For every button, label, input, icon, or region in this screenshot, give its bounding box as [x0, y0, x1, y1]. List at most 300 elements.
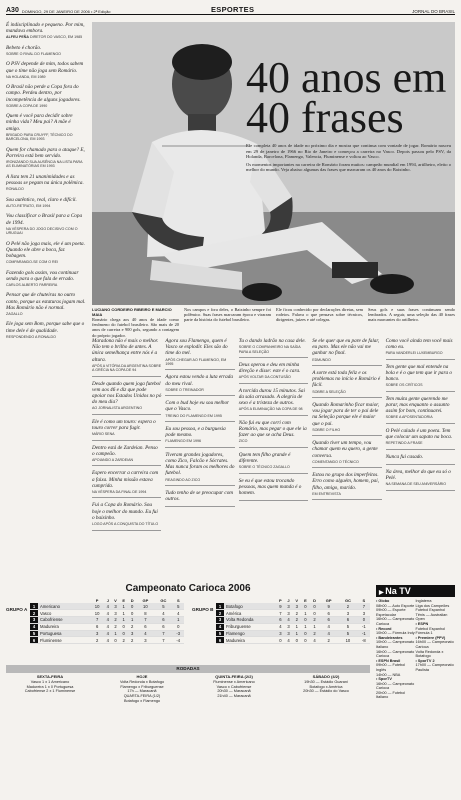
left-quote-column — [6, 22, 86, 582]
tv-channel: • ESPN Brasil — [376, 658, 401, 663]
tv-channel: • SporTV 2 — [415, 658, 435, 663]
quote-role: DIRETOR DO VASCO, EM 1985 — [29, 35, 83, 40]
quote-attribution — [386, 482, 455, 486]
position-cell: 3 — [216, 617, 224, 624]
stat-cell: 7 — [154, 637, 172, 644]
stat-cell: 1 — [173, 617, 184, 624]
quote-role: SOBRE O COMPANHEIRO NA SAÍDA PARA A SELEÇÃO — [238, 345, 301, 354]
quote-text: Com o bud hoje eu sou melhor que o Vasco. — [165, 400, 230, 413]
tv-program: Liga dos Campeões — [415, 603, 450, 608]
rodada-line: Fluminense x Americano — [213, 679, 255, 684]
stat-cell: 1 — [301, 623, 310, 630]
rodada-line: 21h40 — Maracanã — [217, 694, 251, 699]
rodadas-grid — [6, 675, 370, 785]
article-column — [184, 307, 271, 338]
stat-cell: 0 — [301, 603, 310, 610]
stat-cell: -8 — [358, 637, 370, 644]
quote-attribution — [239, 465, 308, 469]
stat-cell: 0 — [276, 637, 285, 644]
stat-cell: 2 — [319, 637, 338, 644]
quote-role: COMPARANDO-SE COM O REI — [6, 260, 59, 265]
quote-role: NA VÉSPERA DA FINAL DE 1994 — [92, 490, 147, 495]
quote-role: SOBRE OS CRÍTICOS — [385, 383, 423, 388]
quote-attribution — [6, 187, 86, 191]
quote-text: Se eu é que estou trocando pessoas, mas quem manda é o homem. — [238, 477, 302, 497]
quote-role: APÓS VOLTAR DA CONTUSÃO — [238, 375, 291, 380]
table-row — [30, 617, 184, 624]
header-cell: GP — [325, 597, 332, 603]
stat-cell: 4 — [285, 617, 293, 624]
quote-attribution — [239, 375, 308, 379]
position-cell: 6 — [30, 637, 38, 644]
header-cell: D — [130, 597, 134, 603]
quote-text: Se ele quer que eu pare de falar, eu paro. Mas ele não vai me ganhar no final. — [312, 338, 380, 357]
quote — [312, 402, 381, 436]
team-cell: Cabofriense — [38, 617, 90, 624]
stat-cell: 10 — [338, 637, 358, 644]
stat-cell: 2 — [310, 630, 319, 637]
quote — [6, 113, 86, 141]
header-cell: J — [106, 597, 109, 603]
quote — [6, 147, 86, 169]
header-cell: J — [287, 597, 290, 603]
rodada-line: 20h30 — Estádio do Vasco — [303, 689, 349, 694]
quote-role: BRIGADO PARA CRUYFF, TÉCNICO DO BARCELONA, EM 1993 — [6, 132, 73, 142]
tv-program: Volta Redonda x Botafogo — [415, 649, 444, 659]
quote-attribution — [6, 75, 86, 79]
quote-attribution — [239, 345, 308, 354]
tv-column-1 — [376, 599, 416, 700]
team-cell: América — [224, 610, 276, 617]
quote — [6, 241, 86, 265]
quote — [239, 388, 308, 416]
stat-cell: 0 — [310, 603, 319, 610]
stat-cell: 4 — [285, 637, 293, 644]
stat-cell: 3 — [111, 610, 119, 617]
quote-role: APOIANDO A ZARDEIAN — [92, 458, 134, 463]
quote — [239, 338, 308, 358]
quote — [92, 445, 161, 467]
stat-cell: 10 — [90, 603, 104, 610]
quote-role: AUTO-RETRATO, EM 1994 — [6, 203, 51, 208]
intro-paragraph: Ele completa 40 anos de idade no próximo dia e mostra que continua com vontade de jogar. Romário nasceu em 29 de janeiro de 1966 no Rio de Janeiro e começou a carreira no Vasco. Depois passou pelo PSV, da Holanda, Barcelona, Flamengo, Valencia, Fluminense e voltou ao Vasco. — [246, 143, 451, 160]
stat-cell: 0 — [111, 637, 119, 644]
quote-text: É indisciplinado e pequeno. Por mim, mandava embora. — [6, 22, 85, 35]
stat-cell: 3 — [90, 630, 104, 637]
quote-role: FLAMENGO EM 1996 — [165, 439, 201, 444]
quote-role: RONALDO — [6, 187, 24, 192]
quote-text: Fui a Copa do Romário. Sou hoje o melhor do mundo. Eu fui o baixinho. — [92, 502, 158, 521]
article-body — [92, 307, 455, 338]
tv-program: 16h00 — Campeonato Carioca — [376, 649, 415, 659]
stat-cell: 2 — [111, 623, 119, 630]
table-row — [30, 637, 184, 644]
quote — [239, 362, 308, 384]
quote — [6, 292, 86, 316]
quote-text: O Brasil não perde a Copa fora do campo. Perdeu dentro, por incompetência de alguns jogadores. — [6, 84, 81, 103]
stat-cell: 2 — [292, 617, 301, 624]
quote — [92, 419, 161, 441]
stat-cell: 6 — [319, 610, 338, 617]
stat-cell: 4 — [104, 603, 111, 610]
rodada-line: Botafogo x América — [309, 684, 343, 689]
quote-grid-column — [165, 338, 234, 575]
quote-attribution — [6, 335, 86, 339]
quote-text: Tem muita gente querendo me parar, mas enquanto o assunto assim for bom, continuarei. — [385, 395, 450, 415]
rodada-column — [6, 675, 94, 785]
header-cell: S — [362, 597, 366, 603]
quote — [312, 338, 381, 366]
stat-cell: 3 — [137, 637, 155, 644]
stat-cell: 3 — [128, 630, 137, 637]
stat-cell: 4 — [154, 610, 172, 617]
header-cell: P — [279, 597, 282, 603]
tv-channel: • Globo — [376, 599, 390, 603]
stat-cell: 1 — [120, 603, 128, 610]
quote-role: SOBRE A SELEÇÃO — [312, 389, 346, 394]
stat-cell: 3 — [276, 630, 285, 637]
standings-box — [6, 583, 370, 793]
quote-role: NA SEMANA DE SEU ANIVERSÁRIO — [385, 482, 447, 487]
quote-attribution — [239, 439, 308, 443]
stat-cell: 6 — [90, 623, 104, 630]
stat-cell: 2 — [111, 617, 119, 624]
stat-cell: 1 — [301, 610, 310, 617]
stat-cell: 1 — [120, 617, 128, 624]
table-row — [216, 630, 370, 637]
stat-cell: 3 — [285, 610, 293, 617]
quote-text: Tem gente que mal entende na bola e é o que tem que ir para o banco. — [385, 363, 453, 383]
table-row — [216, 637, 370, 644]
quote-text: Ele é como um touro: espera o touro correr para fugir. — [92, 418, 156, 432]
quote — [6, 84, 86, 108]
quote-text: Agora sou Flamengo, quem é Vasco se explodir. Eles são do time do mel. — [165, 338, 228, 357]
stat-cell: 1 — [292, 630, 301, 637]
quote-text: A lista tem 21 unanimidades e as pessoas se pegam na única polêmica. — [6, 173, 84, 187]
team-cell: Vasco — [38, 610, 90, 617]
quote-attribution — [312, 492, 381, 496]
stat-cell: 4 — [310, 637, 319, 644]
quote-attribution — [386, 415, 455, 419]
quote-attribution — [6, 35, 86, 39]
section-title: ESPORTES — [211, 5, 255, 14]
quote-attribution — [6, 283, 86, 287]
quote — [386, 396, 455, 424]
position-cell: 6 — [216, 637, 224, 644]
quote-role: ZAGALLO — [6, 311, 23, 316]
rodada-line: Vasco 1 x 1 Americano — [30, 679, 70, 684]
quote-role: CARLOS ALBERTO PARREIRA — [6, 282, 58, 287]
quote-attribution — [92, 364, 161, 373]
stat-cell: 2 — [120, 637, 128, 644]
quote — [312, 472, 381, 500]
quote-text: Quem tem filho grande é diferente. — [238, 451, 291, 465]
quote — [92, 338, 161, 377]
quote-attribution — [6, 160, 86, 169]
stat-cell: 6 — [276, 617, 285, 624]
stat-cell: -1 — [358, 623, 370, 630]
tv-title — [376, 585, 455, 597]
quote-attribution — [312, 390, 381, 394]
quote-attribution — [165, 388, 234, 392]
stat-cell: 9 — [276, 603, 285, 610]
headline-line-2: 40 frases — [246, 93, 404, 142]
stat-cell: 10 — [90, 610, 104, 617]
stat-cell: 3 — [358, 610, 370, 617]
article-column — [368, 307, 455, 338]
stat-cell: 3 — [285, 603, 293, 610]
stat-cell: 4 — [104, 617, 111, 624]
stat-cell: 0 — [301, 617, 310, 624]
stat-cell: 8 — [137, 610, 155, 617]
quote-attribution — [312, 460, 381, 464]
quote — [239, 478, 308, 502]
team-cell: Madureira — [224, 637, 276, 644]
tv-column-2 — [416, 599, 456, 700]
rodada-heading: HOJE — [136, 674, 148, 679]
stat-cell: 5 — [338, 630, 358, 637]
stat-cell: 2 — [338, 603, 358, 610]
table-row — [30, 610, 184, 617]
stat-cell: 2 — [310, 617, 319, 624]
quote-role: APÓS CHEGAR AO FLAMENGO, EM 1995 — [165, 357, 227, 367]
quote-text: Quem é você para decidir sobre minha vida? Meu pai? A mãe é amigo. — [6, 113, 73, 132]
tv-listings — [376, 585, 455, 795]
tv-channel: • Premiere (PPV) — [415, 635, 446, 640]
quote-role: SOBRE O RIVAL DO FLAMENGO — [6, 52, 61, 57]
quote — [165, 374, 234, 396]
stat-cell: 0 — [292, 637, 301, 644]
quote-role: AO JORNALISTA ARGENTINO — [92, 406, 143, 411]
rodada-column — [98, 675, 186, 785]
table-row — [30, 603, 184, 610]
stat-cell: 6 — [154, 623, 172, 630]
quote-text: Deus operou e deu em minha direção e disse: este é o cara. — [238, 362, 301, 375]
stat-cell: 7 — [137, 617, 155, 624]
rodada-line: Vasco x Cabofriense — [216, 684, 252, 689]
stat-cell: 6 — [319, 617, 338, 624]
group-name: GRUPO B — [192, 607, 214, 612]
standings-table — [216, 597, 370, 644]
quote-attribution — [386, 441, 455, 445]
quote-attribution — [92, 458, 161, 462]
stat-cell: 4 — [319, 623, 338, 630]
rodada-line: QUARTA-FEIRA (1/2) — [123, 694, 161, 699]
quote-text: Não fui eu que corri com Romário, mas pegar o que ele ia fazer ao que se acha Deus. — [238, 419, 307, 439]
quote — [386, 338, 455, 360]
position-cell: 5 — [216, 630, 224, 637]
rodadas-bar: RODADAS — [6, 665, 370, 673]
quote-text: O PSV depende de mim, todos sabem que o time não joga sem Romário. — [6, 61, 84, 74]
quote — [6, 321, 86, 339]
quote-role: REPETINDO A FRASE — [385, 441, 423, 446]
quote — [92, 470, 161, 498]
quote-attribution — [165, 414, 234, 418]
quote-role: EDMUNDO — [312, 357, 331, 362]
stat-cell: 3 — [111, 603, 119, 610]
stat-cell: 5 — [338, 623, 358, 630]
tv-program: Fórmula 1 — [415, 631, 433, 636]
quote-role: NA HOLANDA, EM 1989 — [6, 74, 46, 79]
stat-cell: 2 — [128, 623, 137, 630]
team-cell: Fluminense — [38, 637, 90, 644]
quote-attribution — [92, 406, 161, 410]
rodada-line: 17h — Maracanã — [127, 689, 157, 694]
position-cell: 5 — [30, 630, 38, 637]
quote — [165, 490, 234, 507]
table-row — [216, 610, 370, 617]
stat-cell: 3 — [285, 630, 293, 637]
quote — [6, 22, 86, 40]
quote-role: SOBRE O FILHO — [312, 427, 341, 432]
quote — [386, 364, 455, 392]
tv-program: 20h00 — Futebol Italiano — [376, 690, 406, 700]
tv-channel: • Record — [376, 626, 392, 631]
quote-attribution — [6, 52, 86, 56]
rodada-line: Volta Redonda x Botafogo — [119, 679, 165, 684]
stat-cell: 4 — [276, 623, 285, 630]
table-row — [30, 630, 184, 637]
rodada-column — [190, 675, 278, 785]
quote-text: Dentro está de Zardeian. Penso o campeão. — [92, 444, 158, 457]
stat-cell: 6 — [338, 617, 358, 624]
quote-attribution — [239, 407, 308, 411]
stat-cell: 0 — [128, 610, 137, 617]
quote-attribution — [312, 428, 381, 432]
quote-text: Quando tiver um tempo, vou chamar quem eu quero, a gente conversa. — [312, 440, 378, 459]
quote-text: Maradona não é mais o melhor. Não tem o brilho de antes. A única semelhança entre nós é a altura. — [92, 338, 159, 363]
quote — [6, 61, 86, 79]
quote-role: NA VÉSPERA DO JOGO DECISIVO COM O URUGUAI — [6, 226, 78, 236]
stat-cell: 2 — [128, 637, 137, 644]
quote — [312, 370, 381, 398]
quote-text: Sou autêntico, real, claro e difícil. — [6, 196, 77, 203]
page-number: A30 — [6, 7, 19, 14]
quote — [165, 426, 234, 448]
tv-program: 17h00 — Campeonato Paulista — [415, 663, 454, 672]
stat-cell: 1 — [111, 630, 119, 637]
tv-program: 09h00 — Esporte Espetacular — [376, 608, 406, 617]
quote — [165, 338, 234, 370]
quote-text: Vou classificar o Brasil para a Copa de 1994. — [6, 213, 83, 226]
stat-cell: -3 — [173, 630, 184, 637]
quote-attribution — [6, 260, 86, 264]
quote-role: SOBRE O TÉCNICO ZAGALLO — [238, 465, 290, 470]
tv-icon: ▶ — [379, 590, 386, 596]
stat-cell: 5 — [173, 603, 184, 610]
stat-cell: 4 — [319, 630, 338, 637]
team-cell: Portuguesa — [38, 630, 90, 637]
quote-attribution — [165, 439, 234, 443]
quote-role: REAGINDO AO ZICO — [165, 477, 201, 482]
quote-role: PARA VANDERLEI LUXEMBURGO — [385, 351, 443, 356]
tv-channel: • ESPN — [415, 621, 429, 626]
tv-columns — [376, 599, 455, 700]
tv-program: Futebol Espanhol — [415, 608, 446, 613]
team-cell: Botafogo — [224, 603, 276, 610]
standings-table — [30, 597, 184, 644]
table-row — [216, 617, 370, 624]
quote-text: Espero encerrar a carreira com a faixa. Minha missão estava cumprida. — [92, 470, 159, 489]
header-cell: E — [122, 597, 125, 603]
stat-cell: 6 — [154, 617, 172, 624]
tv-program: 16h00 — Campeonato Carioca — [376, 617, 415, 626]
quote-attribution — [165, 478, 234, 482]
quote-text: Tudo tenho de se preocupar com outros. — [165, 490, 234, 503]
quote-attribution — [92, 432, 161, 436]
quote-role: RESPONDENDO A RONALDO — [6, 334, 56, 339]
stat-cell: 5 — [154, 603, 172, 610]
stat-cell: 0 — [310, 610, 319, 617]
group-name: GRUPO A — [6, 607, 28, 612]
team-cell: Americano — [38, 603, 90, 610]
quote-text: Agora estou vendo a luta errada do meu rival. — [165, 374, 233, 387]
team-cell: Volta Redonda — [224, 617, 276, 624]
tv-program: Futebol Espanhol — [415, 626, 446, 631]
quote-role: COMENTANDO O TÉCNICO — [312, 459, 359, 464]
stat-cell: 0 — [301, 637, 310, 644]
stat-cell: 4 — [173, 610, 184, 617]
position-cell: 1 — [30, 603, 38, 610]
rodada-heading: QUINTA-FEIRA (2/2) — [215, 674, 253, 679]
stat-cell: 1 — [292, 623, 301, 630]
quote-role: APÓS A VITÓRIA DA ARGENTINA SOBRE A GRÉCIA NA COPA DE 94 — [92, 363, 162, 373]
stat-cell: 2 — [90, 637, 104, 644]
stat-cell: 0 — [358, 617, 370, 624]
quote-attribution — [6, 312, 86, 316]
header-cell: V — [295, 597, 299, 603]
quote-attribution — [386, 351, 455, 355]
rodada-column — [282, 675, 370, 785]
quote — [239, 420, 308, 448]
tv-program: 16h00 — Campeonato Carioca — [376, 681, 415, 691]
stat-cell: 0 — [120, 630, 128, 637]
quote-text: Quando Romarinho ficar maior, vou jogar para de ter o pai dele na Seleção porque ele é maior que o pai. — [312, 402, 380, 427]
quote-attribution — [6, 204, 86, 208]
position-cell: 2 — [216, 610, 224, 617]
quote — [386, 454, 455, 465]
quote-role: APÓS A ELIMINAÇÃO NA COPA DE 98 — [238, 407, 303, 412]
stat-cell: 4 — [104, 637, 111, 644]
quote-text: Quem for chamado para o ataque? E, Parreira está bem servido. — [6, 146, 85, 159]
tv-program: 10h00 — Fórmula Indy — [376, 631, 415, 636]
quote-author: ALFEU PEÑA — [6, 35, 29, 40]
quote-role: IRONIZANDO SUA AUSÊNCIA NA LISTA PARA AS ELIMINATÓRIAS EM 1993 — [6, 160, 83, 169]
quote-role: SOBRE O TREINADOR — [165, 387, 204, 392]
position-cell: 3 — [30, 617, 38, 624]
quote-text: Como você ainda tem você mais como eu. — [385, 338, 453, 351]
quote-attribution — [165, 358, 234, 367]
quote — [6, 45, 86, 57]
stat-cell: 10 — [137, 603, 155, 610]
article-paragraph: Seus gols e suas frases continuam sendo lembrados. A seguir, uma seleção das 40 frases mais marcantes do artilheiro. — [368, 307, 455, 323]
tv-channel: • Bandeirantes — [376, 635, 403, 640]
stat-cell: -1 — [358, 630, 370, 637]
header-cell: D — [313, 597, 316, 603]
tv-program: 14h00 — NBA — [376, 672, 401, 677]
headline — [246, 53, 456, 142]
quote-text: Ele joga sem Bom, porque sabe que o time dele é de qualidade. — [6, 321, 85, 334]
quote-attribution — [386, 383, 455, 387]
standings-groups — [6, 597, 370, 659]
quote-text: Eu sou pessoa, e a burguesia pode mesmo. — [165, 426, 226, 439]
rodada-line: 20h30 — Maracanã — [217, 689, 251, 694]
stat-cell: 1 — [120, 610, 128, 617]
quote-role: TREINO DO FLAMENGO EM 1995 — [165, 413, 222, 418]
quote — [6, 270, 86, 288]
quote-text: Tu o dando ladrão na casa dele. — [238, 338, 306, 344]
stat-cell: 4 — [104, 630, 111, 637]
